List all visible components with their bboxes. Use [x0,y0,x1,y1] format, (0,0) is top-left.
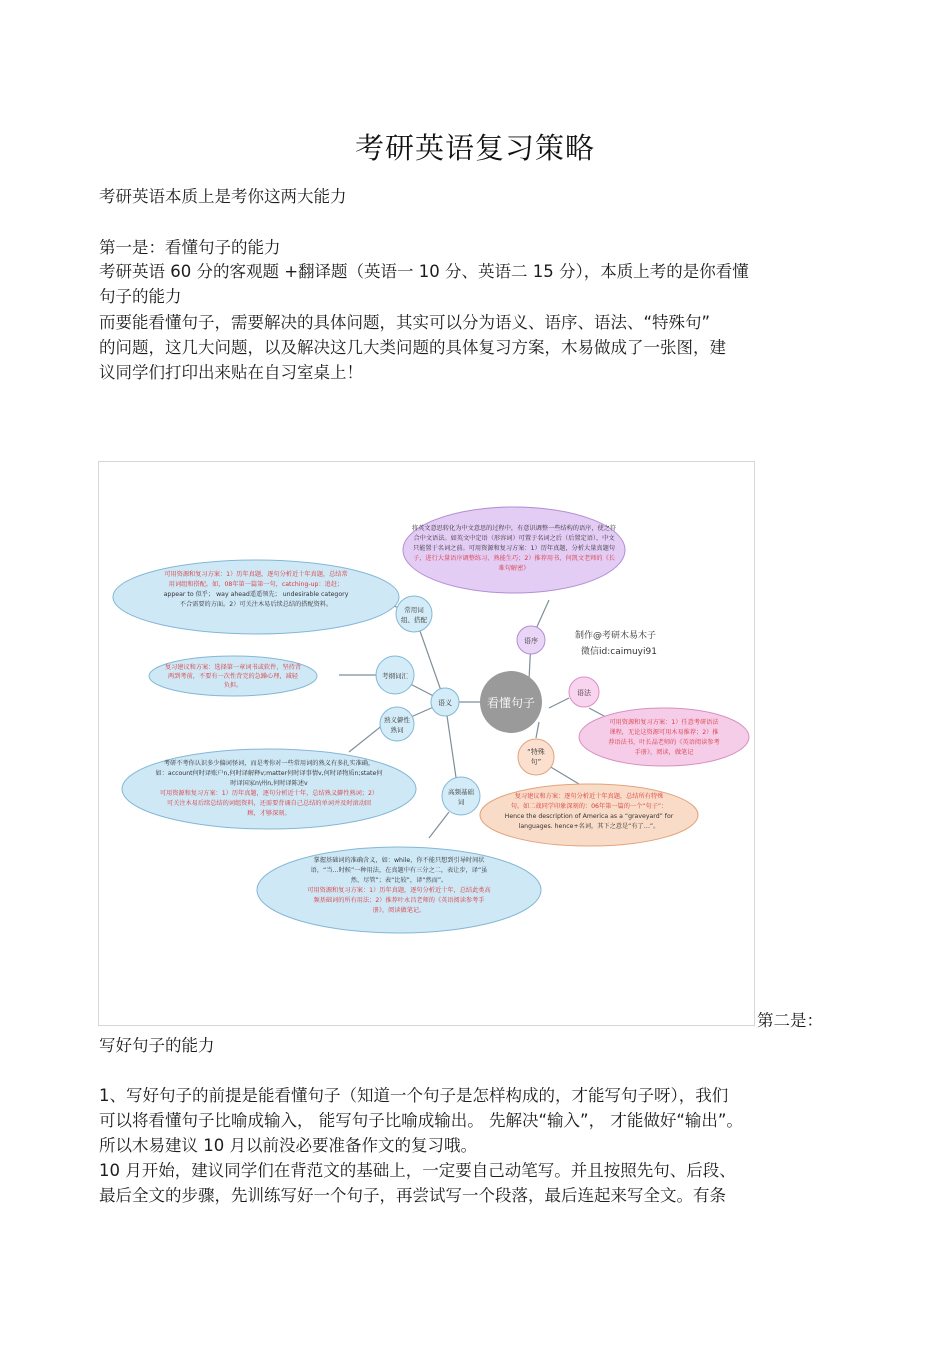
bubble-duoyi-line: 如：account何时译账户n,何时译解释v;matter何时译事情v,何时译物质n;state何 [155,770,383,777]
section1-heading: 第一是：看懂句子的能力 [99,238,281,257]
section2-paragraph1-line1: 1、写好句子的前提是能看懂句子（知道一个句子是怎样构成的，才能写句子呀），我们 [99,1086,729,1105]
node-changyong [396,596,432,632]
node-duoyi-label-1: 熟义僻性 [384,716,410,724]
section2-heading-part1: 第二是： [757,1011,823,1030]
section1-paragraph2-line3: 议同学们打印出来贴在自习室桌上！ [99,363,363,382]
bubble-changyong-line: 用词组和搭配。如，08年第一篇第一句，catching-up：追赶； [168,581,344,588]
node-duoyi-label-2: 熟词 [390,726,404,734]
node-yuxu-label: 语序 [524,637,538,645]
bubble-changyong-line: 不合需要的方面。2）可关注木易后续总结的搭配资料。 [179,601,333,608]
bubble-kaogang-line: 负担。 [223,682,243,689]
bubble-teshu-line: Hence the description of America as a “graveyard” for [504,813,674,820]
section2-paragraph2-line1: 10 月开始，建议同学们在背范文的基础上，一定要自己动笔写。并且按照先句、后段、 [99,1161,736,1180]
bubble-gaopin-line: 语，“当…时候”一种用法，在真题中有三分之二，表让步，译“虽 [310,867,488,874]
bubble-gaopin-line: 掌握基础词的准确含义，如：while，你不能只想到引导时间状 [313,857,485,864]
mindmap-figure [98,461,755,1026]
section1-paragraph1-line1: 考研英语 60 分的客观题 +翻译题（英语一 10 分、英语二 15 分），本质上考的是你看懂 [99,262,749,281]
bubble-gaopin-line: 可用资源和复习方案：1）历年真题，逐句分析近十年，总结此类高 [307,887,491,894]
bubble-yufa-line: 荐语法书，叶长晶老师的《英语阅读参考 [608,739,720,746]
mindmap-credit-wechat: 微信id:caimuyi91 [581,647,657,657]
bubble-yufa [579,708,749,766]
section2-heading-part2: 写好句子的能力 [99,1036,215,1055]
node-teshu [518,739,554,775]
node-changyong-label-2: 组、搭配 [401,616,427,624]
bubble-kaogang-line: 两到考前，不要有一次性背完的急躁心理，减轻 [168,673,298,680]
bubble-duoyi-line: 考研不考你认识多少偏词怪词，而是考你对一些常用词的熟义有多扎实准确， [163,760,375,767]
bubble-yufa-line: 手册》，阅读，做笔记 [634,749,694,756]
bubble-yuxu-line: 合中文语法。如英文中定语（形容词）可置于名词之后（后置定语），中文 [413,535,615,542]
mindmap-credit-author: 制作@考研木易木子 [575,631,657,641]
bubble-changyong-line: appear to 似乎； way ahead遥遥领先； undesirable category [163,591,349,598]
bubble-teshu-line: languages. hence+名词，其下之意是“有了…”。 [518,823,660,830]
page-title: 考研英语复习策略 [354,131,595,165]
section2-paragraph1-line3: 所以木易建议 10 月以前没必要准备作文的复习哦。 [99,1136,477,1155]
node-yuyi-label: 语义 [438,699,452,707]
bubble-yufa-line: 可用资源和复习方案：1）任意考研语法 [609,719,719,726]
bubble-teshu-line: 复习建议和方案：逐句分析近十年真题，总结所有特殊 [514,793,664,800]
bubble-duoyi-line: 顾，才够深刻。 [247,810,291,817]
node-changyong-label-1: 常用词 [404,606,424,614]
section2-paragraph2-line2: 最后全文的步骤，先训练写好一个句子，再尝试写一个段落，最后连起来写全文。有条 [99,1186,726,1205]
node-gaopin-label-2: 词 [457,798,465,806]
bubble-kaogang-line: 复习建议和方案：选择第一章词书或软件，坚持背 [164,664,302,671]
node-gaopin-label-1: 高频基础 [448,788,474,796]
section2-paragraph1-line2: 可以将看懂句子比喻成输入， 能写句子比喻成输出。 先解决“输入”， 才能做好“输出”。 [99,1111,743,1130]
bubble-yuxu-line: 将英文意思转化为中文意思的过程中，有意识调整一些结构的语序，使之符 [411,525,617,532]
bubble-gaopin-line: 册》，阅读做笔记。 [372,907,426,914]
section1-paragraph1-line2: 句子的能力 [99,287,182,306]
bubble-yuxu-line: 只能置于名词之前。可用资源和复习方案：1）历年真题，分析大量真题句 [413,545,615,552]
bubble-yuxu-line: 难句解密》 [498,565,530,572]
bubble-changyong-line: 可用资源和复习方案：1）历年真题，逐句分析近十年真题，总结常 [164,571,348,578]
node-kaogang-label: 考纲词汇 [382,672,408,680]
section1-paragraph2-line1: 而要能看懂句子，需要解决的具体问题，其实可以分为语义、语序、语法、“特殊句” [99,313,711,332]
intro-text: 考研英语本质上是考你这两大能力 [99,187,347,206]
node-yufa-label: 语法 [577,689,591,697]
center-node-label: 看懂句子 [486,696,536,710]
bubble-duoyi-line: 可用资源和复习方案：1）历年真题，逐句分析近十年，总结熟义僻性熟词；2） [159,790,379,797]
node-duoyi [380,707,414,741]
bubble-gaopin-line: 频基础词的所有用法；2）推荐叶永昌老师的《英语阅读参考手 [313,897,485,904]
bubble-yuxu-line: 子，进行大量语序调整练习，熟能生巧；2）推荐用书，何凯文老师的《长 [413,555,615,562]
node-teshu-label-1: “特殊 [527,748,545,756]
bubble-duoyi-line: 可关注木易后续总结的词组资料，还需要背诵自己总结的单词并及时滚动回 [166,800,372,807]
bubble-gaopin-line: 然、尽管”；表“比较”，译“然而”。 [350,877,448,884]
node-teshu-label-2: 句” [530,758,542,766]
mindmap-svg [99,462,754,1025]
node-gaopin [442,777,480,815]
section1-paragraph2-line2: 的问题，这几大问题，以及解决这几大类问题的具体复习方案，木易做成了一张图，建 [99,338,726,357]
bubble-teshu-line: 句。如二战同学印象深刻的：06年第一篇的一个“句子”： [510,803,668,810]
bubble-yufa-line: 课程，无论这资源可用木易推荐；2）推 [609,729,719,736]
bubble-duoyi-line: 时译国家n\州n,何时译陈述v [230,780,308,787]
